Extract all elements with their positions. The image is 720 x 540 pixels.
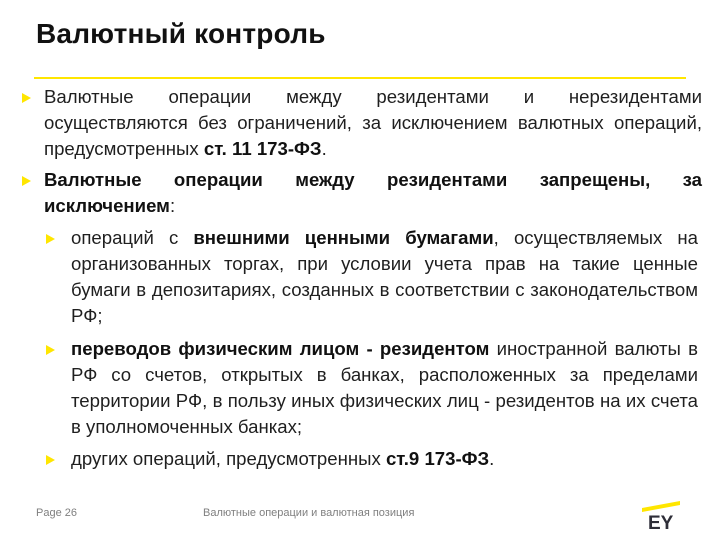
bullet-2-bold: Валютные операции между резидентами запрещены, за исключением	[44, 169, 702, 216]
bullet-item-1	[22, 84, 702, 162]
bullet-1-text: Валютные операции между резидентами и нерезидентами осуществляются без ограничений, за исключением валютных операций, предусмотренных	[44, 86, 702, 159]
bullet-arrow-icon	[46, 455, 55, 465]
ey-logo-beam	[642, 501, 680, 512]
bullet-arrow-icon	[22, 176, 31, 186]
subbullet-2-bold: переводов физическим лицом - резидентом	[71, 338, 490, 359]
bullet-arrow-icon	[46, 345, 55, 355]
subbullet-text-1	[71, 225, 698, 329]
subbullet-text-2	[71, 336, 698, 440]
subbullet-1-end: , осуществляемых на организованных торгах, при условии учета прав на такие ценные бумаги в депозитариях, созданных в соответствии с законодательством РФ;	[71, 227, 698, 326]
footer-caption: Валютные операции и валютная позиция	[203, 507, 415, 519]
slide-title: Валютный контроль	[36, 18, 326, 49]
bullet-2-colon: :	[169, 195, 176, 216]
subbullet-3-end: .	[489, 448, 495, 469]
bullet-arrow-icon	[46, 234, 55, 244]
bullet-1-end: .	[321, 138, 327, 159]
subbullet-3-text: других операций, предусмотренных	[71, 448, 386, 469]
bullet-text-2	[44, 167, 702, 219]
subbullet-2-text: иностранной валюты в РФ со счетов, открытых в банках, расположенных за пределами территории РФ, в пользу иных физических лиц - резидентов на их счета в уполномоченных банках;	[71, 338, 698, 437]
subbullet-item-1	[46, 225, 698, 329]
subbullet-text-3	[71, 446, 698, 472]
bullet-text-1	[44, 84, 702, 162]
subbullet-item-2	[46, 336, 698, 440]
ey-logo-icon	[628, 498, 686, 532]
subbullet-1-text: операций с	[71, 227, 194, 248]
bullet-item-2	[22, 167, 702, 219]
subbullet-3-bold: ст.9 173-ФЗ	[385, 448, 490, 469]
title-underline	[34, 77, 686, 79]
bullet-1-bold: ст. 11 173-ФЗ	[203, 138, 322, 159]
ey-logo-text: EY	[648, 513, 674, 532]
subbullet-item-3	[46, 446, 698, 472]
subbullet-1-bold: внешними ценными бумагами	[193, 227, 494, 248]
bullet-arrow-icon	[22, 93, 31, 103]
page-number: Page 26	[36, 507, 77, 519]
